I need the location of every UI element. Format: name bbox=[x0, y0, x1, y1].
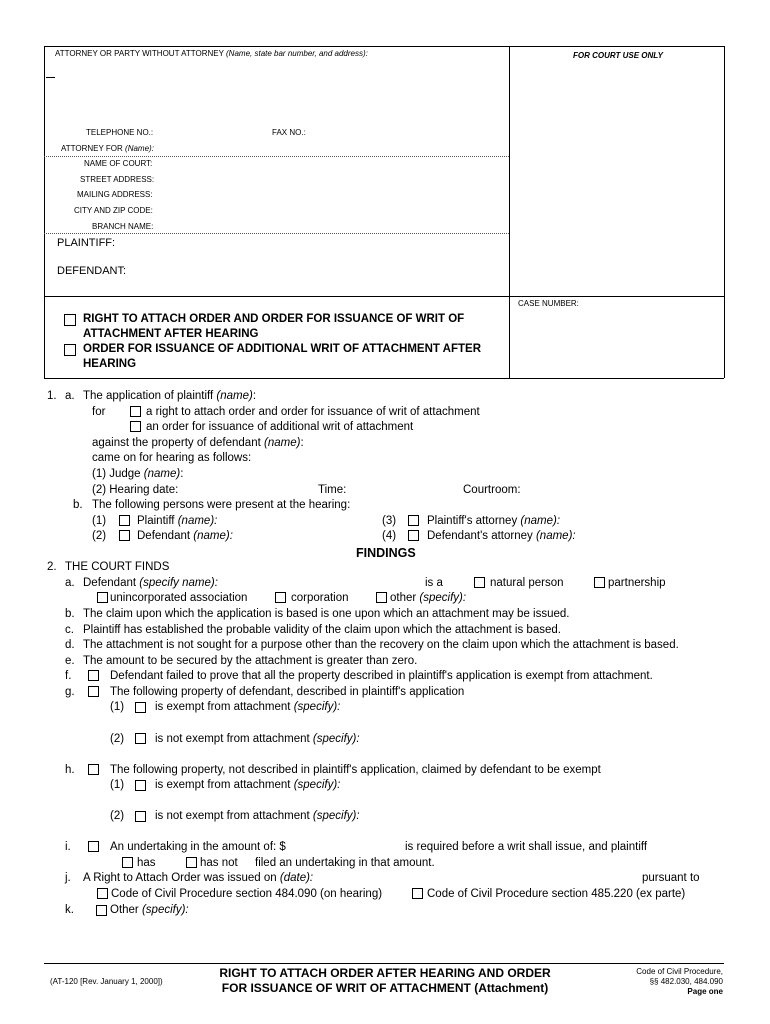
defendant-atty-label: Defendant's attorney (name): bbox=[427, 530, 576, 542]
s1b-text: The following persons were present at the hearing: bbox=[92, 499, 351, 511]
s2d-text: The attachment is not sought for a purpose other than the recovery on the claim upon which the attachment is based. bbox=[83, 639, 679, 651]
s2-e: e. bbox=[65, 655, 75, 667]
has-checkbox[interactable] bbox=[122, 857, 133, 868]
ccp-484-checkbox[interactable] bbox=[97, 888, 108, 899]
s1-num: 1. bbox=[47, 390, 57, 402]
s2-c: c. bbox=[65, 624, 74, 636]
footer-rule bbox=[44, 963, 724, 964]
natural-person-label: natural person bbox=[490, 577, 564, 589]
footer-code: Code of Civil Procedure, §§ 482.030, 484.090 Page one bbox=[600, 967, 723, 997]
g2-label: is not exempt from attachment (specify): bbox=[155, 733, 360, 745]
telephone-label: TELEPHONE NO.: bbox=[86, 128, 154, 137]
footer-title: RIGHT TO ATTACH ORDER AFTER HEARING AND ORDER FOR ISSUANCE OF WRIT OF ATTACHMENT (Attachment) bbox=[219, 966, 551, 995]
opt1-checkbox[interactable] bbox=[130, 406, 141, 417]
other-entity-label: other (specify): bbox=[390, 592, 467, 604]
plaintiff-present-checkbox[interactable] bbox=[119, 515, 130, 526]
has-label: has bbox=[137, 857, 156, 869]
plaintiff-present-label: Plaintiff (name): bbox=[137, 515, 218, 527]
s1-a: a. bbox=[65, 390, 75, 402]
defendant-present-checkbox[interactable] bbox=[119, 530, 130, 541]
s2j-text: A Right to Attach Order was issued on (date): bbox=[83, 872, 314, 884]
h2-checkbox[interactable] bbox=[135, 811, 146, 822]
s2-h: h. bbox=[65, 764, 75, 776]
other-entity-checkbox[interactable] bbox=[376, 592, 387, 603]
s2b-text: The claim upon which the application is based is one upon which an attachment may be issued. bbox=[83, 608, 570, 620]
has-not-label: has not bbox=[200, 857, 238, 869]
s2i-text: An undertaking in the amount of: $ bbox=[110, 841, 286, 853]
for-label: for bbox=[92, 406, 106, 418]
s2-f: f. bbox=[65, 670, 72, 682]
g-checkbox[interactable] bbox=[88, 686, 99, 697]
s2e-text: The amount to be secured by the attachment is greater than zero. bbox=[83, 655, 418, 667]
s2-b: b. bbox=[65, 608, 75, 620]
fax-label: FAX NO.: bbox=[272, 128, 306, 137]
s2f-text: Defendant failed to prove that all the property described in plaintiff's application is exempt from attachment. bbox=[110, 670, 653, 682]
against-label: against the property of defendant (name): bbox=[92, 437, 304, 449]
g2-num: (2) bbox=[110, 733, 125, 745]
s2c-text: Plaintiff has established the probable validity of the claim upon which the attachment is based. bbox=[83, 624, 561, 636]
pursuant-label: pursuant to bbox=[642, 872, 700, 884]
corporation-checkbox[interactable] bbox=[275, 592, 286, 603]
f-checkbox[interactable] bbox=[88, 670, 99, 681]
i-checkbox[interactable] bbox=[88, 841, 99, 852]
natural-person-checkbox[interactable] bbox=[474, 577, 485, 588]
title1-checkbox[interactable] bbox=[64, 314, 76, 326]
s2h-text: The following property, not described in plaintiff's application, claimed by defendant to be exempt bbox=[110, 764, 601, 776]
s2-j: j. bbox=[65, 872, 71, 884]
address-tick bbox=[46, 77, 55, 78]
street-address-label: STREET ADDRESS: bbox=[80, 175, 155, 184]
findings-heading: FINDINGS bbox=[356, 546, 416, 560]
k-label: Other (specify): bbox=[110, 904, 189, 916]
g2-checkbox[interactable] bbox=[135, 733, 146, 744]
defendant-label: DEFENDANT: bbox=[57, 265, 127, 277]
s2-num: 2. bbox=[47, 561, 57, 573]
g1-num: (1) bbox=[110, 701, 125, 713]
mailing-address-label: MAILING ADDRESS: bbox=[77, 190, 153, 199]
opt2-label: an order for issuance of additional writ of attachment bbox=[146, 421, 414, 433]
g1-label: is exempt from attachment (specify): bbox=[155, 701, 341, 713]
h1-checkbox[interactable] bbox=[135, 780, 146, 791]
h-checkbox[interactable] bbox=[88, 764, 99, 775]
defendant-present-label: Defendant (name): bbox=[137, 530, 233, 542]
ccp-485-label: Code of Civil Procedure section 485.220 (ex parte) bbox=[427, 888, 686, 900]
time-label: Time: bbox=[318, 484, 347, 496]
attorney-for-label: ATTORNEY FOR (Name): bbox=[61, 144, 154, 153]
ccp-484-label: Code of Civil Procedure section 484.090 (on hearing) bbox=[111, 888, 383, 900]
partnership-label: partnership bbox=[608, 577, 666, 589]
s2-d: d. bbox=[65, 639, 75, 651]
attorney-label: ATTORNEY OR PARTY WITHOUT ATTORNEY (Name, state bar number, and address): bbox=[55, 49, 368, 58]
h2-label: is not exempt from attachment (specify): bbox=[155, 810, 360, 822]
name-of-court-label: NAME OF COURT: bbox=[84, 159, 153, 168]
filed-label: filed an undertaking in that amount. bbox=[255, 857, 435, 869]
plaintiff-atty-label: Plaintiff's attorney (name): bbox=[427, 515, 561, 527]
h2-num: (2) bbox=[110, 810, 125, 822]
s1-b: b. bbox=[73, 499, 83, 511]
unincorporated-checkbox[interactable] bbox=[97, 592, 108, 603]
p3-num: (3) bbox=[382, 515, 397, 527]
s2a-text: Defendant (specify name): bbox=[83, 577, 218, 589]
s2-heading: THE COURT FINDS bbox=[65, 561, 170, 573]
s2-g: g. bbox=[65, 686, 75, 698]
s1a-text: The application of plaintiff (name): bbox=[83, 390, 257, 402]
plaintiff-atty-checkbox[interactable] bbox=[408, 515, 419, 526]
came-on-label: came on for hearing as follows: bbox=[92, 452, 252, 464]
party-divider bbox=[44, 233, 509, 234]
page-number: Page one bbox=[687, 987, 723, 996]
s2-a: a. bbox=[65, 577, 75, 589]
h1-label: is exempt from attachment (specify): bbox=[155, 779, 341, 791]
court-divider bbox=[44, 156, 509, 157]
city-zip-label: CITY AND ZIP CODE: bbox=[74, 206, 153, 215]
h1-num: (1) bbox=[110, 779, 125, 791]
partnership-checkbox[interactable] bbox=[594, 577, 605, 588]
courtroom-label: Courtroom: bbox=[463, 484, 521, 496]
plaintiff-label: PLAINTIFF: bbox=[57, 237, 116, 249]
opt2-checkbox[interactable] bbox=[130, 421, 141, 432]
corporation-label: corporation bbox=[291, 592, 349, 604]
is-a-label: is a bbox=[425, 577, 443, 589]
title1: RIGHT TO ATTACH ORDER AND ORDER FOR ISSUANCE OF WRIT OF ATTACHMENT AFTER HEARING bbox=[83, 313, 465, 340]
g1-checkbox[interactable] bbox=[135, 702, 146, 713]
p1-num: (1) bbox=[92, 515, 107, 527]
s2-i: i. bbox=[65, 841, 71, 853]
has-not-checkbox[interactable] bbox=[186, 857, 197, 868]
s2g-text: The following property of defendant, described in plaintiff's application bbox=[110, 686, 465, 698]
judge-label: (1) Judge (name): bbox=[92, 468, 184, 480]
unincorporated-label: unincorporated association bbox=[110, 592, 248, 604]
court-use-label: FOR COURT USE ONLY bbox=[573, 51, 663, 60]
title-divider bbox=[44, 296, 724, 297]
defendant-atty-checkbox[interactable] bbox=[408, 530, 419, 541]
s2i-text2: is required before a writ shall issue, and plaintiff bbox=[405, 841, 648, 853]
p2-num: (2) bbox=[92, 530, 107, 542]
case-number-label: CASE NUMBER: bbox=[518, 299, 579, 308]
form-id: (AT-120 [Rev. January 1, 2000]) bbox=[50, 977, 163, 986]
title2: ORDER FOR ISSUANCE OF ADDITIONAL WRIT OF ATTACHMENT AFTER HEARING bbox=[83, 343, 482, 370]
k-checkbox[interactable] bbox=[96, 905, 107, 916]
branch-name-label: BRANCH NAME: bbox=[92, 222, 154, 231]
p4-num: (4) bbox=[382, 530, 397, 542]
ccp-485-checkbox[interactable] bbox=[412, 888, 423, 899]
s2-k: k. bbox=[65, 904, 74, 916]
opt1-label: a right to attach order and order for issuance of writ of attachment bbox=[146, 406, 480, 418]
title2-checkbox[interactable] bbox=[64, 344, 76, 356]
hearing-date-label: (2) Hearing date: bbox=[92, 484, 179, 496]
